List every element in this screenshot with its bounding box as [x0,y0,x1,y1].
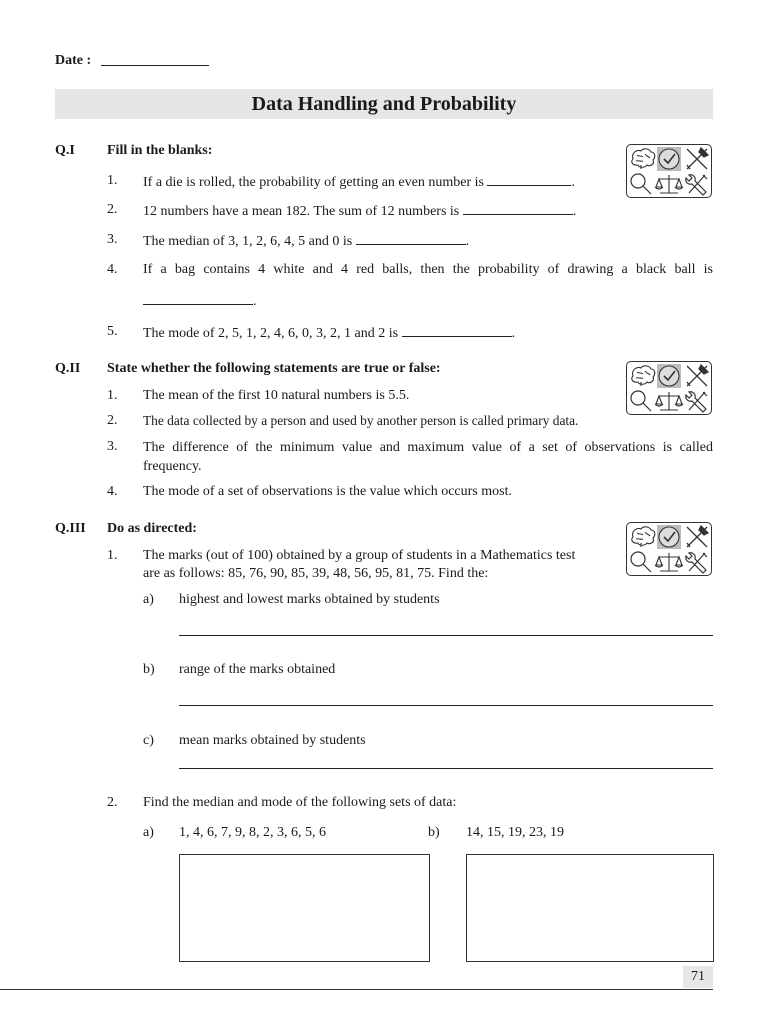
section-heading-q2: State whether the following statements are true or false: [107,361,441,376]
data-set-text: 14, 15, 19, 23, 19 [466,825,564,840]
part-letter: b) [143,662,155,677]
statement-text: The mode of a set of observations is the value which occurs most. [143,484,512,499]
tools-icon [687,365,708,386]
section-label-q1: Q.I [55,143,75,158]
magnifier-icon [631,174,651,194]
item-number: 2. [107,202,118,217]
brain-icon [632,527,655,547]
question-text: The marks (out of 100) obtained by a group of students in a Mathematics test [143,548,576,563]
question-item [143,291,257,311]
answer-box-a[interactable] [179,854,430,962]
answer-line[interactable] [179,768,713,769]
item-number: 2. [107,413,118,428]
part-text: mean marks obtained by students [179,733,366,748]
section-label-q2: Q.II [55,361,81,376]
question-text: If a die is rolled, the probability of getting an even number is [143,175,484,190]
answer-blank[interactable] [143,291,253,305]
part-letter: b) [428,825,440,840]
question-text: The mode of 2, 5, 1, 2, 4, 6, 0, 3, 2, 1 and 2 is [143,326,399,341]
tools-icon [687,526,708,547]
part-letter: a) [143,825,154,840]
answer-box-b[interactable] [466,854,714,962]
item-number: 3. [107,439,118,454]
question-item [143,201,576,221]
skills-icon-panel [626,144,712,198]
part-letter: c) [143,733,154,748]
tools-icon [687,148,708,169]
data-set-text: 1, 4, 6, 7, 9, 8, 2, 3, 6, 5, 6 [179,825,326,840]
page-title: Data Handling and Probability [251,93,517,115]
wrench-icon [686,175,707,195]
skills-icon-panel [626,361,712,415]
scales-icon [655,392,683,410]
answer-blank[interactable] [463,201,573,215]
answer-blank[interactable] [487,172,571,186]
statement-text: The mean of the first 10 natural numbers is 5.5. [143,388,410,403]
answer-blank[interactable] [402,323,512,337]
question-text: 12 numbers have a mean 182. The sum of 12 numbers is [143,204,460,219]
date-label: Date : [55,53,92,68]
brain-icon [632,149,655,169]
question-item [143,172,575,192]
part-text: highest and lowest marks obtained by students [179,592,440,607]
item-number: 2. [107,795,118,810]
answer-blank[interactable] [356,231,466,245]
page-number: 71 [683,966,713,988]
statement-text: The difference of the minimum value and maximum value of a set of observations is called frequency. [143,440,713,474]
item-number: 1. [107,548,118,563]
date-blank[interactable] [101,65,209,66]
item-number: 4. [107,262,118,277]
punctuation: . [253,294,257,309]
wrench-icon [686,553,707,573]
answer-line[interactable] [179,705,713,706]
part-text: range of the marks obtained [179,662,336,677]
wrench-icon [686,392,707,412]
checkmark-icon [657,525,681,549]
item-number: 1. [107,388,118,403]
scales-icon [655,175,683,193]
punctuation: . [511,326,516,341]
footer-rule [0,989,713,990]
section-label-q3: Q.III [55,521,86,536]
punctuation: . [572,204,577,219]
item-number: 3. [107,232,118,247]
question-item [143,231,469,251]
punctuation: . [465,234,470,249]
question-text: The median of 3, 1, 2, 6, 4, 5 and 0 is [143,234,353,249]
answer-line[interactable] [179,635,713,636]
item-number: 1. [107,173,118,188]
part-letter: a) [143,592,154,607]
statement-text: The data collected by a person and used by another person is called primary data. [143,413,579,428]
scales-icon [655,553,683,571]
question-item [143,323,515,343]
item-number: 4. [107,484,118,499]
magnifier-icon [631,391,651,411]
checkmark-icon [657,147,681,171]
question-text: If a bag contains 4 white and 4 red balls, then the probability of drawing a black ball is [143,262,713,277]
section-heading-q1: Fill in the blanks: [107,143,213,158]
question-text: Find the median and mode of the following sets of data: [143,795,457,810]
checkmark-icon [657,364,681,388]
brain-icon [632,366,655,386]
skills-icon-panel [626,522,712,576]
magnifier-icon [631,552,651,572]
punctuation: . [571,175,575,190]
question-text: are as follows: 85, 76, 90, 85, 39, 48, 56, 95, 81, 75. Find the: [143,566,489,581]
item-number: 5. [107,324,118,339]
section-heading-q3: Do as directed: [107,521,197,536]
